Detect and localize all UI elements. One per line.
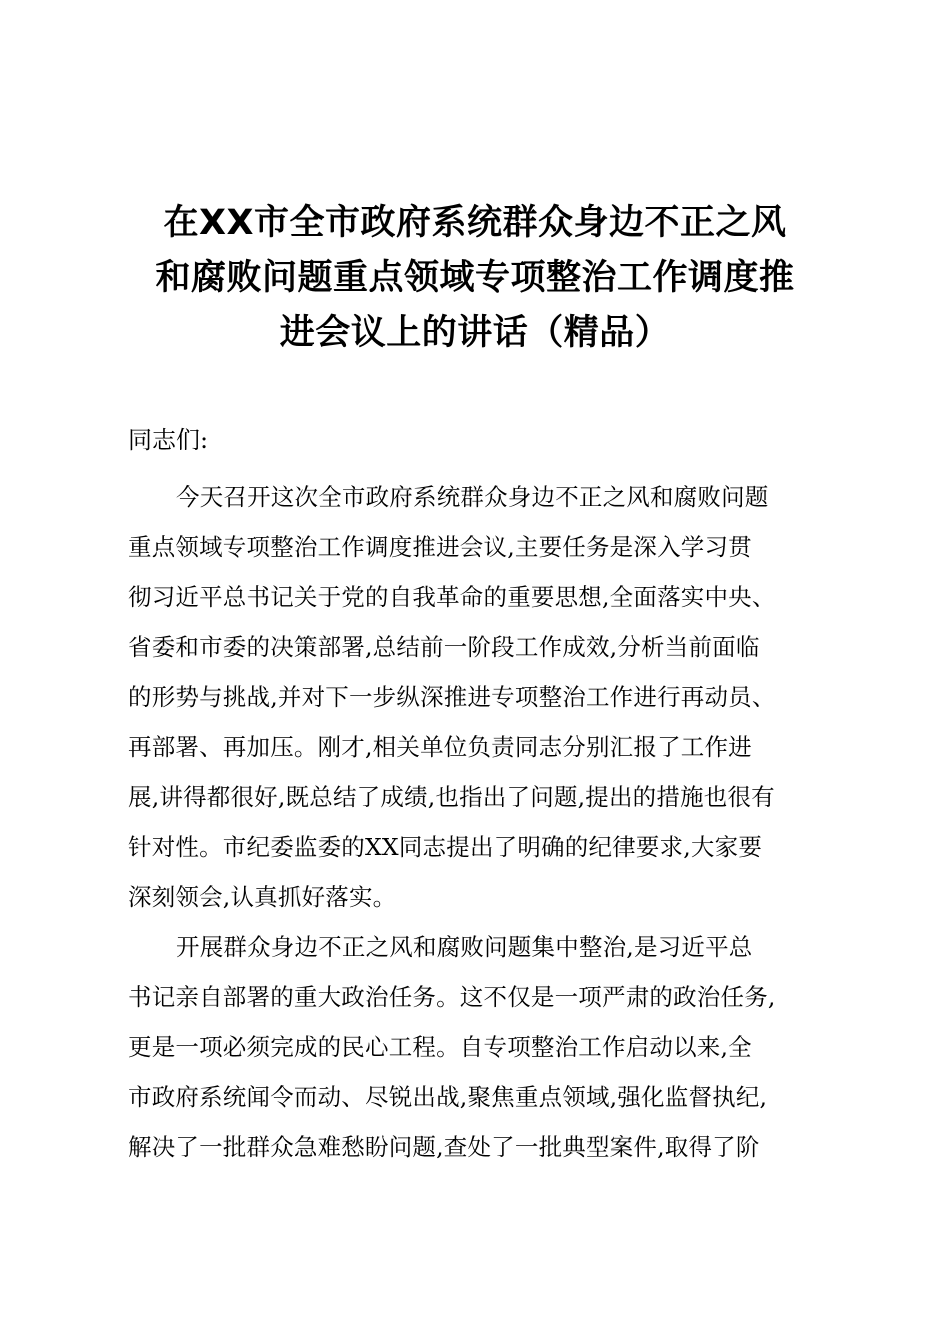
text-line: 省委和市委的决策部署,总结前一阶段工作成效,分析当前面临 [128,633,760,661]
text-line: 书记亲自部署的重大政治任务。这不仅是一项严肃的政治任务, [128,983,776,1011]
text-line: 重点领域专项整治工作调度推进会议,主要任务是深入学习贯 [128,533,752,561]
title-line: 在XX市全市政府系统群众身边不正之风 [163,203,787,243]
text-line: 再部署、再加压。刚才,相关单位负责同志分别汇报了工作进 [128,733,752,761]
text-line: 更是一项必须完成的民心工程。自专项整治工作启动以来,全 [128,1033,752,1061]
text-line: 开展群众身边不正之风和腐败问题集中整治,是习近平总 [176,933,753,961]
title-line: 进会议上的讲话（精品） [279,313,671,353]
text-line: 今天召开这次全市政府系统群众身边不正之风和腐败问题 [176,483,769,511]
text-line: 的形势与挑战,并对下一步纵深推进专项整治工作进行再动员、 [128,683,776,711]
paragraph-1 [128,472,828,922]
text-line: 针对性。市纪委监委的XX同志提出了明确的纪律要求,大家要 [128,833,763,861]
text-line: 市政府系统闻令而动、尽锐出战,聚焦重点领域,强化监督执纪, [128,1083,768,1111]
text-line: 深刻领会,认真抓好落实。 [128,883,397,911]
text-line: 展,讲得都很好,既总结了成绩,也指出了问题,提出的措施也很有 [128,783,775,811]
title-line: 和腐败问题重点领域专项整治工作调度推 [155,258,795,298]
greeting: 同志们: [128,426,209,454]
text-line: 解决了一批群众急难愁盼问题,查处了一批典型案件,取得了阶 [128,1133,760,1161]
text-line: 彻习近平总书记关于党的自我革命的重要思想,全面落实中央、 [128,583,776,611]
paragraph-2 [128,922,828,1172]
document-title [110,196,840,361]
